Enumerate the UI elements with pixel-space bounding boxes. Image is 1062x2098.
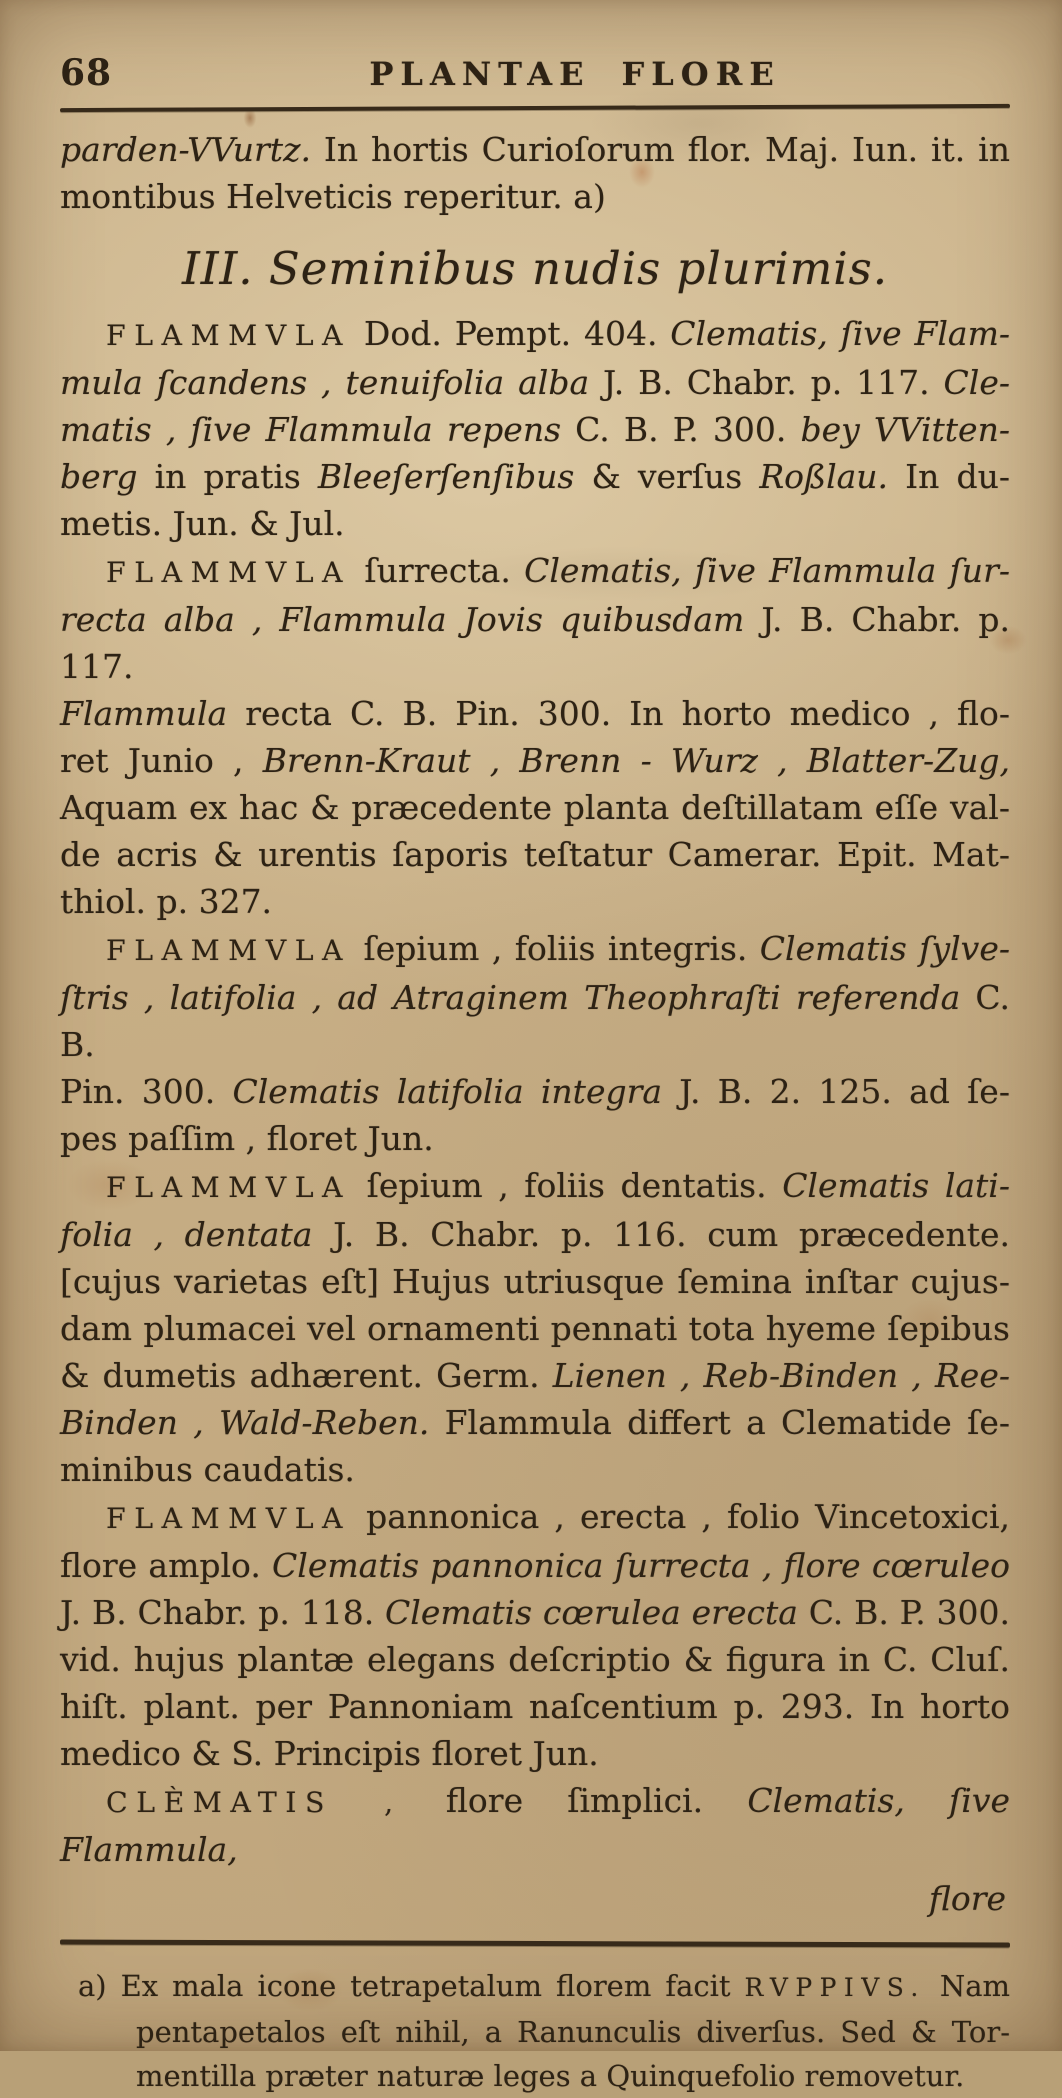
footnote [60,1964,1010,2098]
text-segment: pentapetalos eſt nihil, a Ranunculis diverſus. Sed & Tor- [136,2015,1010,2049]
text-segment: CLÈMATIS , [106,1786,402,1819]
text-segment: FLAMMVLA [106,1502,352,1535]
catchword: flore [928,1879,1006,1918]
page-number: 68 [60,52,113,94]
text-segment: metis. Jun. & Jul. [60,504,345,543]
text-line [60,1352,1010,1399]
text-line [60,1211,1010,1258]
text-line [60,1162,1010,1211]
text-segment: medico & S. Principis floret Jun. [60,1734,599,1773]
text-line [60,1305,1010,1352]
text-segment: ret Junio , [60,741,263,780]
text-segment: recta C. B. Pin. 300. In horto medico , flo- [227,694,1010,733]
text-segment: FLAMMVLA [106,556,352,589]
text-segment: berg [60,457,138,496]
page-header [60,52,1010,94]
text-line [60,1730,1010,1777]
text-line [60,1589,1010,1636]
text-segment: recta alba , Flammula Jovis quibusdam [60,600,745,639]
text-segment: Cle- [943,363,1010,402]
text-line [60,310,1010,359]
text-segment: J. B. Chabr. p. 117. [60,600,1010,686]
running-header: PLANTAE FLORE [369,55,781,93]
text-segment: flore amplo. [60,1546,273,1585]
paragraph [60,1493,1010,1777]
text-line [60,1777,1010,1873]
text-line [60,925,1010,974]
paragraph [60,547,1010,925]
text-segment: parden-VVurtz. [60,130,311,169]
header-rule [60,104,1010,112]
text-segment: ſtris , latifolia , ad Atraginem Theophraſti referenda [60,978,961,1017]
footnote-rule [60,1940,1010,1948]
text-segment: Clematis cœrulea erecta [385,1593,798,1632]
paragraph [60,1777,1010,1873]
text-segment: C. B. P. 300. [561,410,801,449]
text-segment: Bleeſerſenſibus [317,457,575,496]
text-line [60,1683,1010,1730]
text-segment: thiol. p. 327. [60,882,273,921]
text-line [60,596,1010,690]
text-segment: FLAMMVLA [106,319,352,352]
text-line [60,1258,1010,1305]
text-segment: in pratis [137,457,318,496]
text-segment: Binden , Wald-Reben. [60,1403,430,1442]
text-segment: & verſus [574,457,760,496]
paragraph [60,310,1010,547]
text-segment: dam plumacei vel ornamenti pennati tota hyeme ſepibus [60,1309,1010,1348]
intro-paragraph [60,126,1010,220]
text-line [136,2010,1010,2054]
text-segment: Flammula [60,694,228,733]
text-segment: Roßlau. [759,457,889,496]
text-segment: matis , ſive Flammula repens [60,410,562,449]
text-segment: folia , dentata [60,1215,313,1254]
text-line [60,737,1010,784]
text-line [60,359,1010,406]
text-line [60,1115,1010,1162]
text-segment: Clematis, ſive Flammula, [60,1781,1010,1869]
text-segment: Pin. 300. [60,1072,233,1111]
text-line [60,500,1010,547]
text-segment: Lienen , Reb-Binden , Ree- [552,1356,1010,1395]
text-line [60,690,1010,737]
text-segment: Dod. Pempt. 404. [351,314,671,353]
text-segment: FLAMMVLA [106,1171,352,1204]
text-line [60,878,1010,925]
text-line [60,406,1010,453]
text-segment: C. B. [60,978,1010,1064]
text-segment: [cujus varietas eſt] Hujus utriusque ſemina inſtar cujus- [60,1262,1010,1301]
text-segment: montibus Helveticis reperitur. a) [60,177,606,216]
text-line [78,1964,1010,2010]
text-segment: J. B. Chabr. p. 118. [60,1593,386,1632]
text-segment: pes paſſim , floret Jun. [60,1119,434,1158]
text-segment: & dumetis adhærent. Germ. [60,1356,553,1395]
text-segment: mentilla præter naturæ leges a Quinquefolio removetur. [136,2059,965,2093]
text-segment: bey VVitten- [800,410,1010,449]
text-segment: Clematis pannonica ſurrecta , flore cœruleo [272,1546,1010,1585]
paragraph [60,1162,1010,1493]
text-line [60,1493,1010,1542]
text-segment: Clematis latifolia integra [232,1072,663,1111]
text-segment: vid. hujus plantæ elegans deſcriptio & figura in C. Cluſ. [60,1640,1010,1679]
section-heading: III. Seminibus nudis plurimis. [181,242,889,295]
text-segment: a) Ex mala icone tetrapetalum florem facit [78,1969,745,2003]
text-segment: Brenn-Kraut , Brenn - Wurz , Blatter-Zug, [262,741,1010,780]
text-line [60,1068,1010,1115]
text-segment: Aquam ex hac & præcedente planta deſtillatam eſſe val- [60,788,1010,827]
text-line [60,831,1010,878]
text-segment: Flammula differt a Clematide ſe- [429,1403,1010,1442]
text-line [60,547,1010,596]
text-segment: C. B. P. 300. [797,1593,1010,1632]
text-segment: J. B. Chabr. p. 116. cum præcedente. [312,1215,1010,1254]
text-segment: ſurrecta. [351,551,525,590]
text-segment: Nam [925,1969,1010,2003]
text-line [60,126,1010,173]
text-line [60,974,1010,1068]
text-segment: flore ſimplici. [401,1781,748,1820]
text-segment: minibus caudatis. [60,1450,355,1489]
text-line [136,2054,1010,2098]
text-line [60,173,1010,220]
text-segment: In du- [888,457,1010,496]
text-line [60,1399,1010,1446]
text-line [60,453,1010,500]
text-segment: ſepium , foliis dentatis. [351,1166,783,1205]
text-segment: Clematis, ſive Flam- [670,314,1011,353]
text-segment: Clematis, ſive Flammula ſur- [524,551,1010,590]
text-segment: RVPPIVS. [744,1973,926,2002]
text-line [60,1542,1010,1589]
text-line [60,1636,1010,1683]
text-segment: In hortis Curioſorum flor. Maj. Iun. it. in [310,130,1010,169]
text-segment: Clematis lati- [782,1166,1011,1205]
paragraph [60,925,1010,1162]
text-segment: FLAMMVLA [106,934,352,967]
text-segment: J. B. 2. 125. ad ſe- [662,1072,1010,1111]
text-line [60,1446,1010,1493]
text-segment: hiſt. plant. per Pannoniam naſcentium p. 293. In horto [60,1687,1010,1726]
text-segment: pannonica , erecta , folio Vincetoxici, [351,1497,1010,1536]
text-line [60,784,1010,831]
body-text [60,126,1010,1921]
main-paragraphs [60,310,1010,1873]
text-segment: J. B. Chabr. p. 117. [589,363,944,402]
text-segment: Clematis ſylve- [759,929,1010,968]
text-segment: mula ſcandens , tenuifolia alba [60,363,590,402]
text-segment: ſepium , foliis integris. [351,929,760,968]
text-segment: de acris & urentis ſaporis teſtatur Camerar. Epit. Mat- [60,835,1010,874]
